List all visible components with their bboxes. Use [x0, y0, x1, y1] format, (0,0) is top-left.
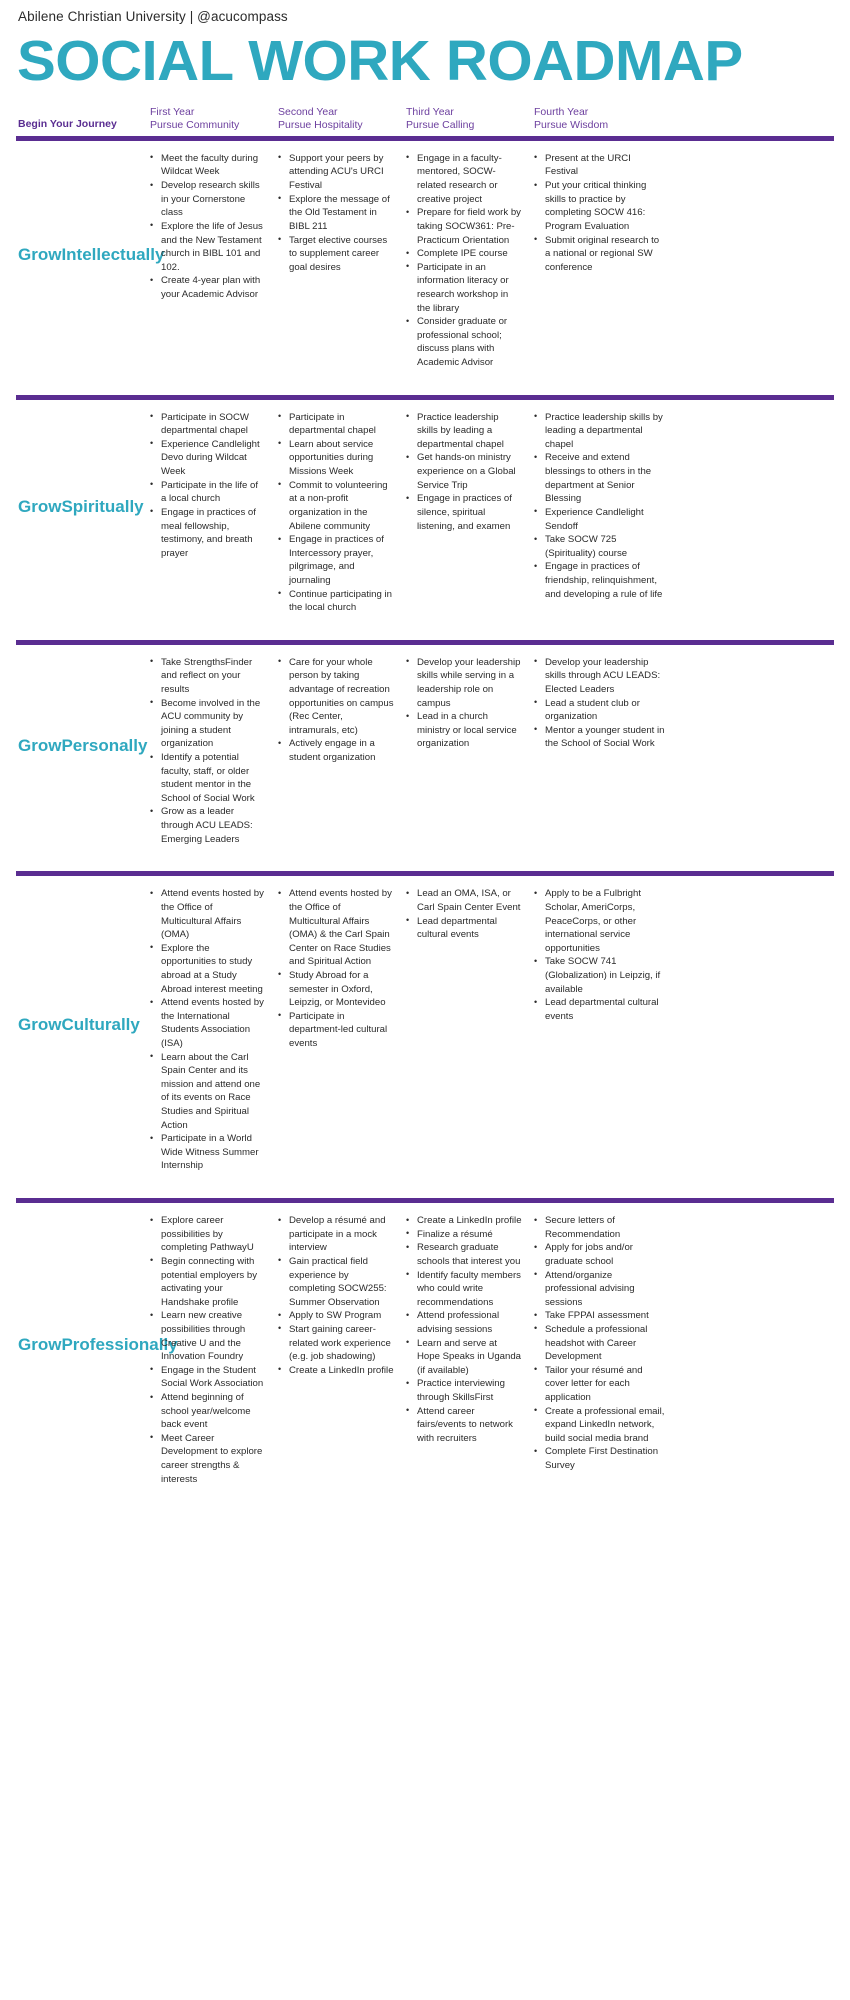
list-item: • Engage in practices of Intercessory prayer, pilgrimage, and journaling	[278, 533, 394, 587]
list-item: • Identify faculty members who could write recommendations	[406, 1269, 522, 1310]
column-header-row	[16, 106, 834, 133]
list-item: • Care for your whole person by taking advantage of recreation opportunities on campus (Rec Center, intramurals, etc)	[278, 656, 394, 738]
list-item: • Tailor your résumé and cover letter for each application	[534, 1364, 666, 1405]
column-header-year2-line1: Second Year	[278, 106, 338, 118]
list-item: • Consider graduate or professional school; discuss plans with Academic Advisor	[406, 315, 522, 369]
list-item: • Engage in practices of meal fellowship, testimony, and breath prayer	[150, 506, 266, 560]
list-item: • Target elective courses to supplement career goal desires	[278, 234, 394, 275]
list-item: • Apply to be a Fulbright Scholar, AmeriCorps, PeaceCorps, or other international service opportunities	[534, 887, 666, 955]
list-culturally-year1	[150, 876, 278, 1173]
list-item: • Identify a potential faculty, staff, or older student mentor in the School of Social Work	[150, 751, 266, 805]
list-item: • Apply to SW Program	[278, 1309, 394, 1323]
section-title-personally	[18, 645, 150, 847]
list-item: • Attend events hosted by the International Students Association (ISA)	[150, 996, 266, 1050]
list-spiritually-year2	[278, 400, 406, 615]
list-item: • Develop research skills in your Cornerstone class	[150, 179, 266, 220]
list-item: • Learn and serve at Hope Speaks in Uganda (if available)	[406, 1337, 522, 1378]
section-title-line2: Culturally	[61, 1014, 140, 1034]
section-spacer	[16, 846, 834, 868]
list-intellectually-year3	[406, 141, 534, 370]
list-personally-year3	[406, 645, 534, 847]
list-item: • Attend beginning of school year/welcome back event	[150, 1391, 266, 1432]
section-title-line1: Grow	[18, 735, 62, 755]
section-intellectually	[16, 141, 834, 370]
section-title-professionally	[18, 1203, 178, 1486]
list-personally-year4	[534, 645, 678, 847]
list-item: • Begin connecting with potential employers by activating your Handshake profile	[150, 1255, 266, 1309]
column-header-year1-line1: First Year	[150, 106, 195, 118]
list-item: • Participate in SOCW departmental chapel	[150, 411, 266, 438]
list-item: • Create a LinkedIn profile	[406, 1214, 522, 1228]
list-item: • Complete First Destination Survey	[534, 1445, 666, 1472]
list-item: • Attend events hosted by the Office of Multicultural Affairs (OMA)	[150, 887, 266, 941]
list-item: • Create a LinkedIn profile	[278, 1364, 394, 1378]
list-spiritually-year1	[150, 400, 278, 615]
list-culturally-year3	[406, 876, 534, 1173]
sections-host	[16, 136, 834, 1508]
list-intellectually-year2	[278, 141, 406, 370]
list-item: • Take StrengthsFinder and reflect on your results	[150, 656, 266, 697]
list-professionally-year2	[278, 1203, 406, 1486]
column-header-begin-label: Begin Your Journey	[18, 118, 117, 131]
section-title-culturally	[18, 876, 150, 1173]
list-intellectually-year1	[150, 141, 278, 370]
list-spiritually-year4	[534, 400, 678, 615]
list-item: • Experience Candlelight Sendoff	[534, 506, 666, 533]
list-professionally-year3	[406, 1203, 534, 1486]
list-item: • Engage in the Student Social Work Association	[150, 1364, 266, 1391]
list-item: • Learn new creative possibilities through Creative U and the Innovation Foundry	[150, 1309, 266, 1363]
list-item: • Attend career fairs/events to network with recruiters	[406, 1405, 522, 1446]
section-title-line1: Grow	[18, 1014, 62, 1034]
section-title-line1: Grow	[18, 1334, 62, 1354]
page-title: SOCIAL WORK ROADMAP	[17, 29, 743, 93]
list-item: • Participate in departmental chapel	[278, 411, 394, 438]
section-title-line2: Spiritually	[61, 497, 144, 517]
column-header-year4-line1: Fourth Year	[534, 106, 589, 118]
section-title-intellectually	[18, 141, 165, 370]
list-item: • Actively engage in a student organization	[278, 737, 394, 764]
list-item: • Prepare for field work by taking SOCW361: Pre-Practicum Orientation	[406, 206, 522, 247]
list-item: • Lead departmental cultural events	[406, 915, 522, 942]
section-spacer	[16, 1173, 834, 1195]
list-item: • Lead in a church ministry or local service organization	[406, 710, 522, 751]
column-header-year3-line1: Third Year	[406, 106, 454, 118]
list-item: • Meet Career Development to explore career strengths & interests	[150, 1432, 266, 1486]
list-item: • Research graduate schools that interest you	[406, 1241, 522, 1268]
list-item: • Develop your leadership skills while serving in a leadership role on campus	[406, 656, 522, 710]
list-item: • Attend events hosted by the Office of Multicultural Affairs (OMA) & the Carl Spain Center on Race Studies and Spiritual Action	[278, 887, 394, 969]
list-personally-year1	[150, 645, 278, 847]
list-item: • Explore career possibilities by completing PathwayU	[150, 1214, 266, 1255]
list-item: • Develop a résumé and participate in a mock interview	[278, 1214, 394, 1255]
list-item: • Commit to volunteering at a non-profit organization in the Abilene community	[278, 479, 394, 533]
list-item: • Complete IPE course	[406, 247, 522, 261]
list-culturally-year4	[534, 876, 678, 1173]
list-item: • Gain practical field experience by completing SOCW255: Summer Observation	[278, 1255, 394, 1309]
list-culturally-year2	[278, 876, 406, 1173]
section-spacer	[16, 1486, 834, 1508]
list-item: • Meet the faculty during Wildcat Week	[150, 152, 266, 179]
list-item: • Learn about the Carl Spain Center and its mission and attend one of its events on Race Studies and Spiritual Action	[150, 1051, 266, 1133]
column-header-year4-line2: Pursue Wisdom	[534, 119, 609, 132]
list-intellectually-year4	[534, 141, 678, 370]
list-item: • Attend professional advising sessions	[406, 1309, 522, 1336]
list-item: • Secure letters of Recommendation	[534, 1214, 666, 1241]
list-item: • Receive and extend blessings to others in the department at Senior Blessing	[534, 451, 666, 505]
list-item: • Experience Candlelight Devo during Wildcat Week	[150, 438, 266, 479]
list-item: • Explore the life of Jesus and the New Testament church in BIBL 101 and 102.	[150, 220, 266, 274]
list-item: • Attend/organize professional advising sessions	[534, 1269, 666, 1310]
section-title-line1: Grow	[18, 245, 62, 265]
list-item: • Lead an OMA, ISA, or Carl Spain Center Event	[406, 887, 522, 914]
list-spiritually-year3	[406, 400, 534, 615]
list-item: • Continue participating in the local church	[278, 588, 394, 615]
column-header-year3-line2: Pursue Calling	[406, 119, 475, 132]
list-item: • Practice leadership skills by leading a departmental chapel	[406, 411, 522, 452]
list-item: • Lead departmental cultural events	[534, 996, 666, 1023]
section-culturally	[16, 876, 834, 1173]
section-title-spiritually	[18, 400, 150, 615]
list-item: • Study Abroad for a semester in Oxford, Leipzig, or Montevideo	[278, 969, 394, 1010]
list-item: • Participate in a World Wide Witness Summer Internship	[150, 1132, 266, 1173]
column-header-year1	[150, 106, 278, 133]
list-item: • Learn about service opportunities during Missions Week	[278, 438, 394, 479]
list-item: • Take SOCW 741 (Globalization) in Leipzig, if available	[534, 955, 666, 996]
column-header-year2	[278, 106, 406, 133]
list-item: • Practice interviewing through SkillsFirst	[406, 1377, 522, 1404]
list-professionally-year1	[150, 1203, 278, 1486]
kicker-text: Abilene Christian University | @acucompass	[18, 9, 288, 24]
column-header-year1-line2: Pursue Community	[150, 119, 240, 132]
section-personally	[16, 645, 834, 847]
list-item: • Take SOCW 725 (Spirituality) course	[534, 533, 666, 560]
list-item: • Participate in department-led cultural events	[278, 1010, 394, 1051]
column-header-begin	[18, 106, 150, 133]
list-item: • Participate in an information literacy or research workshop in the library	[406, 261, 522, 315]
column-header-year2-line2: Pursue Hospitality	[278, 119, 363, 132]
list-personally-year2	[278, 645, 406, 847]
list-item: • Start gaining career-related work experience (e.g. job shadowing)	[278, 1323, 394, 1364]
list-item: • Engage in practices of silence, spiritual listening, and examen	[406, 492, 522, 533]
list-item: • Engage in practices of friendship, relinquishment, and developing a rule of life	[534, 560, 666, 601]
list-item: • Practice leadership skills by leading a departmental chapel	[534, 411, 666, 452]
list-item: • Engage in a faculty-mentored, SOCW-related research or creative project	[406, 152, 522, 206]
list-item: • Explore the opportunities to study abroad at a Study Abroad interest meeting	[150, 942, 266, 996]
list-item: • Present at the URCI Festival	[534, 152, 666, 179]
list-item: • Apply for jobs and/or graduate school	[534, 1241, 666, 1268]
section-spacer	[16, 370, 834, 392]
list-item: • Become involved in the ACU community by joining a student organization	[150, 697, 266, 751]
list-item: • Submit original research to a national or regional SW conference	[534, 234, 666, 275]
section-title-line2: Personally	[61, 735, 148, 755]
list-item: • Schedule a professional headshot with Career Development	[534, 1323, 666, 1364]
list-item: • Take FPPAI assessment	[534, 1309, 666, 1323]
section-spiritually	[16, 400, 834, 615]
list-item: • Explore the message of the Old Testament in BIBL 211	[278, 193, 394, 234]
section-spacer	[16, 615, 834, 637]
list-item: • Create 4-year plan with your Academic Advisor	[150, 274, 266, 301]
list-item: • Participate in the life of a local church	[150, 479, 266, 506]
list-professionally-year4	[534, 1203, 678, 1486]
list-item: • Finalize a résumé	[406, 1228, 522, 1242]
list-item: • Grow as a leader through ACU LEADS: Emerging Leaders	[150, 805, 266, 846]
list-item: • Mentor a younger student in the School of Social Work	[534, 724, 666, 751]
column-header-year3	[406, 106, 534, 133]
section-title-line1: Grow	[18, 497, 62, 517]
list-item: • Put your critical thinking skills to practice by completing SOCW 416: Program Evaluation	[534, 179, 666, 233]
list-item: • Get hands-on ministry experience on a Global Service Trip	[406, 451, 522, 492]
section-title-line2: Professionally	[61, 1334, 178, 1354]
list-item: • Develop your leadership skills through ACU LEADS: Elected Leaders	[534, 656, 666, 697]
section-title-line2: Intellectually	[61, 245, 165, 265]
section-professionally	[16, 1203, 834, 1486]
column-header-year4	[534, 106, 678, 133]
list-item: • Create a professional email, expand LinkedIn network, build social media brand	[534, 1405, 666, 1446]
list-item: • Support your peers by attending ACU's URCI Festival	[278, 152, 394, 193]
list-item: • Lead a student club or organization	[534, 697, 666, 724]
